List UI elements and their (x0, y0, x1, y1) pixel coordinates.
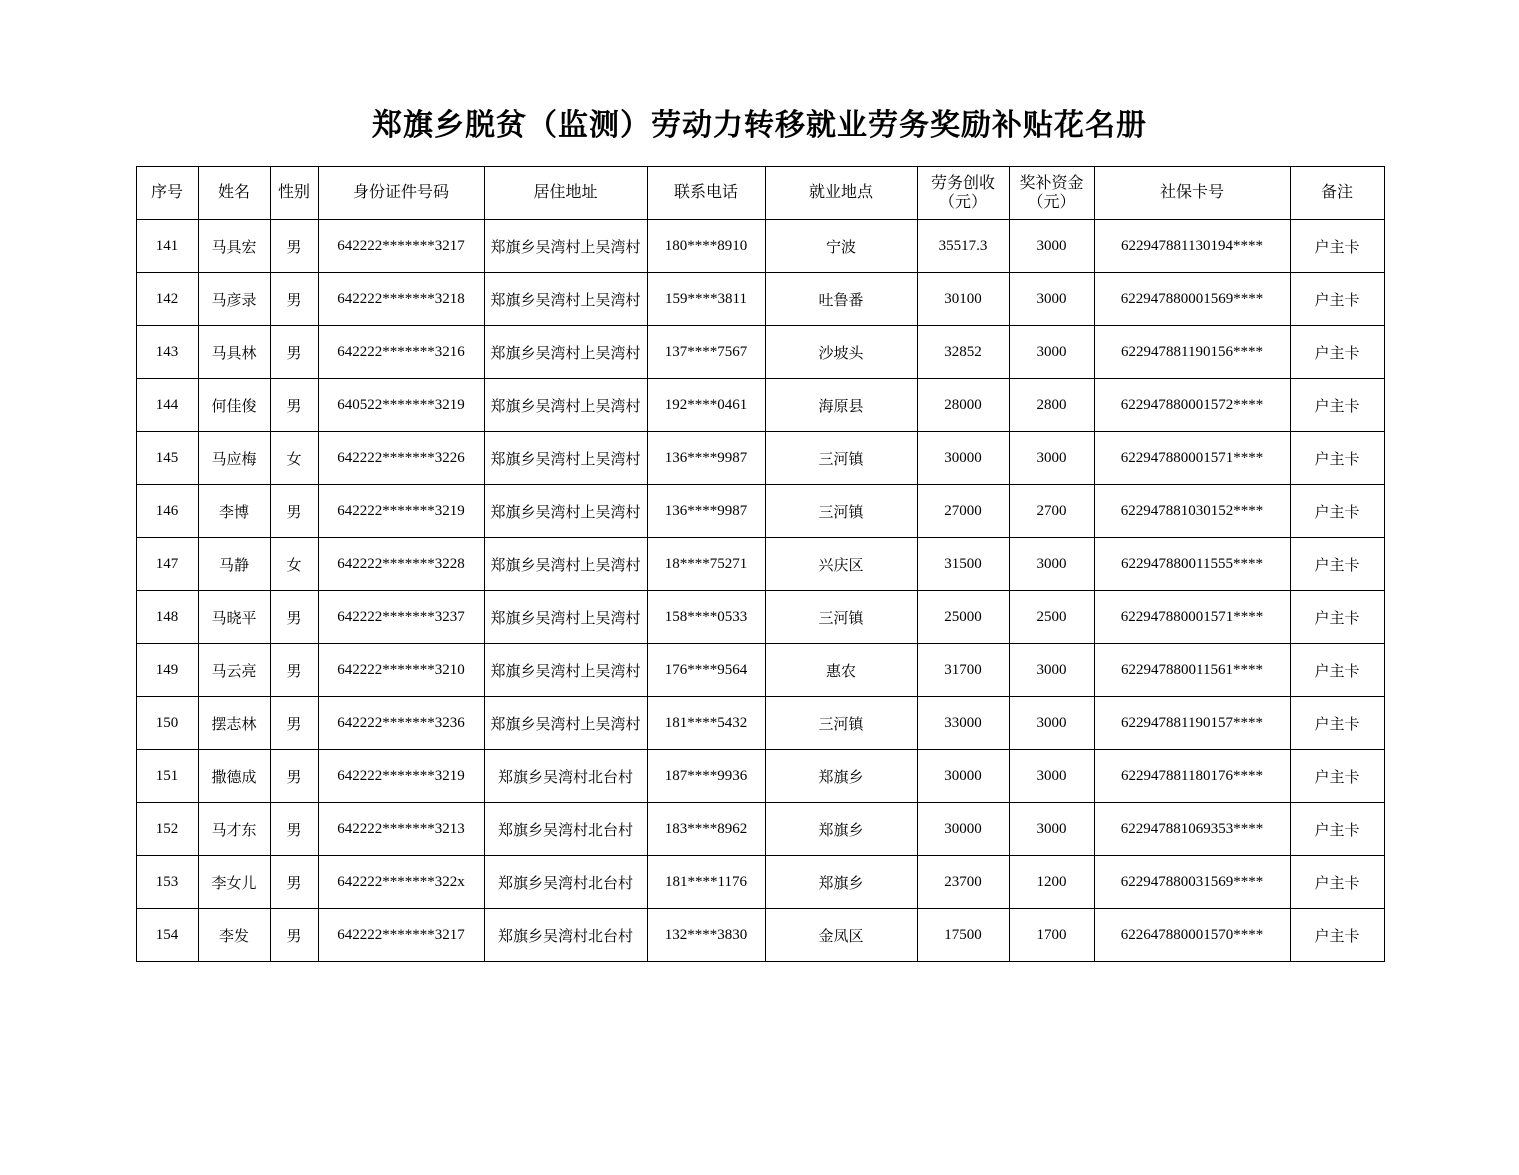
cell-social-card: 622947881030152**** (1094, 485, 1290, 538)
cell-remark: 户主卡 (1290, 326, 1384, 379)
cell-employment-place: 郑旗乡 (765, 856, 917, 909)
cell-index: 147 (136, 538, 198, 591)
cell-employment-place: 金凤区 (765, 909, 917, 962)
column-header-remark (1290, 167, 1384, 220)
cell-subsidy: 3000 (1009, 220, 1094, 273)
cell-remark: 户主卡 (1290, 273, 1384, 326)
cell-address: 郑旗乡吴湾村上吴湾村 (484, 591, 647, 644)
cell-income: 31500 (917, 538, 1009, 591)
column-header-phone-line1: 联系电话 (673, 184, 738, 202)
column-header-sex (270, 167, 318, 220)
cell-id-number: 642222*******3236 (318, 697, 484, 750)
cell-name: 马云亮 (198, 644, 270, 697)
cell-name: 何佳俊 (198, 379, 270, 432)
cell-sex: 男 (270, 644, 318, 697)
cell-index: 154 (136, 909, 198, 962)
cell-phone: 181****5432 (647, 697, 765, 750)
cell-remark: 户主卡 (1290, 909, 1384, 962)
cell-remark: 户主卡 (1290, 591, 1384, 644)
column-header-employment-place-line1: 就业地点 (808, 184, 873, 202)
table-row (136, 538, 1384, 591)
cell-phone: 183****8962 (647, 803, 765, 856)
cell-index: 149 (136, 644, 198, 697)
cell-sex: 男 (270, 220, 318, 273)
table-row (136, 856, 1384, 909)
cell-id-number: 642222*******3219 (318, 750, 484, 803)
cell-remark: 户主卡 (1290, 697, 1384, 750)
cell-id-number: 642222*******3219 (318, 485, 484, 538)
table-header (136, 167, 1384, 220)
cell-index: 145 (136, 432, 198, 485)
cell-subsidy: 1700 (1009, 909, 1094, 962)
table-row (136, 750, 1384, 803)
cell-social-card: 622947880001571**** (1094, 591, 1290, 644)
cell-address: 郑旗乡吴湾村北台村 (484, 856, 647, 909)
cell-id-number: 642222*******3226 (318, 432, 484, 485)
table-body (136, 220, 1384, 962)
cell-index: 153 (136, 856, 198, 909)
column-header-phone (647, 167, 765, 220)
cell-income: 30100 (917, 273, 1009, 326)
cell-address: 郑旗乡吴湾村北台村 (484, 909, 647, 962)
cell-subsidy: 1200 (1009, 856, 1094, 909)
cell-phone: 187****9936 (647, 750, 765, 803)
cell-income: 31700 (917, 644, 1009, 697)
cell-social-card: 622947881069353**** (1094, 803, 1290, 856)
cell-index: 143 (136, 326, 198, 379)
table-row (136, 909, 1384, 962)
column-header-employment-place (765, 167, 917, 220)
cell-address: 郑旗乡吴湾村上吴湾村 (484, 273, 647, 326)
cell-remark: 户主卡 (1290, 803, 1384, 856)
cell-income: 32852 (917, 326, 1009, 379)
cell-employment-place: 郑旗乡 (765, 803, 917, 856)
page-title: 郑旗乡脱贫（监测）劳动力转移就业劳务奖励补贴花名册 (372, 109, 1147, 142)
column-header-social-card-line1: 社保卡号 (1159, 184, 1224, 202)
cell-index: 144 (136, 379, 198, 432)
cell-subsidy: 3000 (1009, 326, 1094, 379)
cell-name: 撒德成 (198, 750, 270, 803)
cell-subsidy: 3000 (1009, 432, 1094, 485)
cell-name: 马静 (198, 538, 270, 591)
column-header-name (198, 167, 270, 220)
cell-social-card: 622947880011555**** (1094, 538, 1290, 591)
cell-name: 李发 (198, 909, 270, 962)
cell-social-card: 622947881190157**** (1094, 697, 1290, 750)
cell-remark: 户主卡 (1290, 432, 1384, 485)
cell-id-number: 642222*******3213 (318, 803, 484, 856)
cell-remark: 户主卡 (1290, 750, 1384, 803)
cell-address: 郑旗乡吴湾村北台村 (484, 803, 647, 856)
cell-address: 郑旗乡吴湾村上吴湾村 (484, 432, 647, 485)
cell-income: 30000 (917, 432, 1009, 485)
cell-social-card: 622947880011561**** (1094, 644, 1290, 697)
cell-subsidy: 2700 (1009, 485, 1094, 538)
cell-subsidy: 3000 (1009, 750, 1094, 803)
column-header-address (484, 167, 647, 220)
cell-employment-place: 三河镇 (765, 591, 917, 644)
table-row (136, 379, 1384, 432)
cell-phone: 158****0533 (647, 591, 765, 644)
table-row (136, 803, 1384, 856)
cell-index: 141 (136, 220, 198, 273)
cell-id-number: 642222*******3217 (318, 220, 484, 273)
cell-employment-place: 惠农 (765, 644, 917, 697)
cell-phone: 132****3830 (647, 909, 765, 962)
cell-name: 李女儿 (198, 856, 270, 909)
cell-employment-place: 郑旗乡 (765, 750, 917, 803)
cell-sex: 男 (270, 273, 318, 326)
column-header-index (136, 167, 198, 220)
cell-employment-place: 海原县 (765, 379, 917, 432)
cell-social-card: 622947881130194**** (1094, 220, 1290, 273)
cell-subsidy: 3000 (1009, 644, 1094, 697)
column-header-id-number-line1: 身份证件号码 (352, 184, 449, 202)
cell-subsidy: 3000 (1009, 803, 1094, 856)
cell-index: 151 (136, 750, 198, 803)
column-header-subsidy-line1: 奖补资金 (1019, 174, 1084, 192)
column-header-address-line1: 居住地址 (533, 184, 598, 202)
cell-address: 郑旗乡吴湾村上吴湾村 (484, 485, 647, 538)
cell-remark: 户主卡 (1290, 485, 1384, 538)
cell-phone: 136****9987 (647, 485, 765, 538)
table-row (136, 326, 1384, 379)
cell-subsidy: 3000 (1009, 697, 1094, 750)
cell-address: 郑旗乡吴湾村北台村 (484, 750, 647, 803)
cell-index: 150 (136, 697, 198, 750)
roster-table-container (136, 166, 1384, 962)
column-header-income (917, 167, 1009, 220)
roster-table (136, 166, 1385, 962)
cell-employment-place: 沙坡头 (765, 326, 917, 379)
cell-name: 马才东 (198, 803, 270, 856)
cell-social-card: 622647880001570**** (1094, 909, 1290, 962)
cell-sex: 男 (270, 485, 318, 538)
cell-remark: 户主卡 (1290, 379, 1384, 432)
column-header-id-number (318, 167, 484, 220)
column-header-index-line1: 序号 (150, 184, 183, 202)
cell-income: 17500 (917, 909, 1009, 962)
cell-name: 马晓平 (198, 591, 270, 644)
cell-social-card: 622947880001569**** (1094, 273, 1290, 326)
cell-employment-place: 兴庆区 (765, 538, 917, 591)
cell-remark: 户主卡 (1290, 644, 1384, 697)
cell-sex: 男 (270, 379, 318, 432)
cell-employment-place: 三河镇 (765, 485, 917, 538)
cell-id-number: 642222*******3216 (318, 326, 484, 379)
cell-social-card: 622947880001571**** (1094, 432, 1290, 485)
cell-name: 马具林 (198, 326, 270, 379)
table-row (136, 591, 1384, 644)
cell-address: 郑旗乡吴湾村上吴湾村 (484, 220, 647, 273)
cell-phone: 176****9564 (647, 644, 765, 697)
cell-id-number: 642222*******3228 (318, 538, 484, 591)
cell-phone: 159****3811 (647, 273, 765, 326)
cell-social-card: 622947880001572**** (1094, 379, 1290, 432)
cell-phone: 180****8910 (647, 220, 765, 273)
cell-index: 142 (136, 273, 198, 326)
table-row (136, 644, 1384, 697)
column-header-remark-line1: 备注 (1320, 184, 1353, 202)
cell-sex: 男 (270, 909, 318, 962)
column-header-subsidy-line2: （元） (1027, 194, 1076, 211)
cell-social-card: 622947880031569**** (1094, 856, 1290, 909)
cell-address: 郑旗乡吴湾村上吴湾村 (484, 697, 647, 750)
cell-address: 郑旗乡吴湾村上吴湾村 (484, 326, 647, 379)
cell-name: 李博 (198, 485, 270, 538)
cell-index: 148 (136, 591, 198, 644)
cell-remark: 户主卡 (1290, 220, 1384, 273)
cell-name: 马具宏 (198, 220, 270, 273)
cell-id-number: 642222*******322x (318, 856, 484, 909)
cell-phone: 18****75271 (647, 538, 765, 591)
cell-sex: 男 (270, 856, 318, 909)
cell-id-number: 642222*******3217 (318, 909, 484, 962)
cell-name: 马彦录 (198, 273, 270, 326)
cell-remark: 户主卡 (1290, 538, 1384, 591)
cell-sex: 男 (270, 326, 318, 379)
cell-social-card: 622947881180176**** (1094, 750, 1290, 803)
cell-sex: 男 (270, 750, 318, 803)
cell-address: 郑旗乡吴湾村上吴湾村 (484, 644, 647, 697)
cell-index: 146 (136, 485, 198, 538)
cell-subsidy: 2800 (1009, 379, 1094, 432)
cell-income: 30000 (917, 803, 1009, 856)
cell-remark: 户主卡 (1290, 856, 1384, 909)
cell-income: 30000 (917, 750, 1009, 803)
cell-income: 27000 (917, 485, 1009, 538)
cell-income: 23700 (917, 856, 1009, 909)
table-row (136, 273, 1384, 326)
document-page (0, 100, 1519, 1175)
table-row (136, 485, 1384, 538)
cell-sex: 女 (270, 432, 318, 485)
cell-phone: 137****7567 (647, 326, 765, 379)
column-header-name-line1: 姓名 (217, 184, 250, 202)
cell-income: 28000 (917, 379, 1009, 432)
cell-subsidy: 3000 (1009, 273, 1094, 326)
column-header-income-line2: （元） (938, 194, 987, 211)
cell-employment-place: 三河镇 (765, 697, 917, 750)
cell-name: 马应梅 (198, 432, 270, 485)
cell-social-card: 622947881190156**** (1094, 326, 1290, 379)
cell-employment-place: 吐鲁番 (765, 273, 917, 326)
cell-phone: 181****1176 (647, 856, 765, 909)
table-header-row (136, 167, 1384, 220)
cell-subsidy: 2500 (1009, 591, 1094, 644)
column-header-subsidy (1009, 167, 1094, 220)
cell-employment-place: 三河镇 (765, 432, 917, 485)
cell-name: 摆志林 (198, 697, 270, 750)
cell-employment-place: 宁波 (765, 220, 917, 273)
cell-id-number: 642222*******3237 (318, 591, 484, 644)
cell-phone: 136****9987 (647, 432, 765, 485)
cell-income: 25000 (917, 591, 1009, 644)
column-header-sex-line1: 性别 (277, 184, 310, 202)
table-row (136, 432, 1384, 485)
cell-id-number: 642222*******3218 (318, 273, 484, 326)
column-header-social-card (1094, 167, 1290, 220)
cell-income: 35517.3 (917, 220, 1009, 273)
cell-address: 郑旗乡吴湾村上吴湾村 (484, 379, 647, 432)
cell-subsidy: 3000 (1009, 538, 1094, 591)
cell-phone: 192****0461 (647, 379, 765, 432)
cell-sex: 男 (270, 803, 318, 856)
cell-sex: 男 (270, 697, 318, 750)
cell-index: 152 (136, 803, 198, 856)
cell-id-number: 640522*******3219 (318, 379, 484, 432)
table-row (136, 697, 1384, 750)
cell-sex: 男 (270, 591, 318, 644)
table-row (136, 220, 1384, 273)
column-header-income-line1: 劳务创收 (930, 174, 995, 192)
cell-income: 33000 (917, 697, 1009, 750)
cell-id-number: 642222*******3210 (318, 644, 484, 697)
cell-address: 郑旗乡吴湾村上吴湾村 (484, 538, 647, 591)
cell-sex: 女 (270, 538, 318, 591)
